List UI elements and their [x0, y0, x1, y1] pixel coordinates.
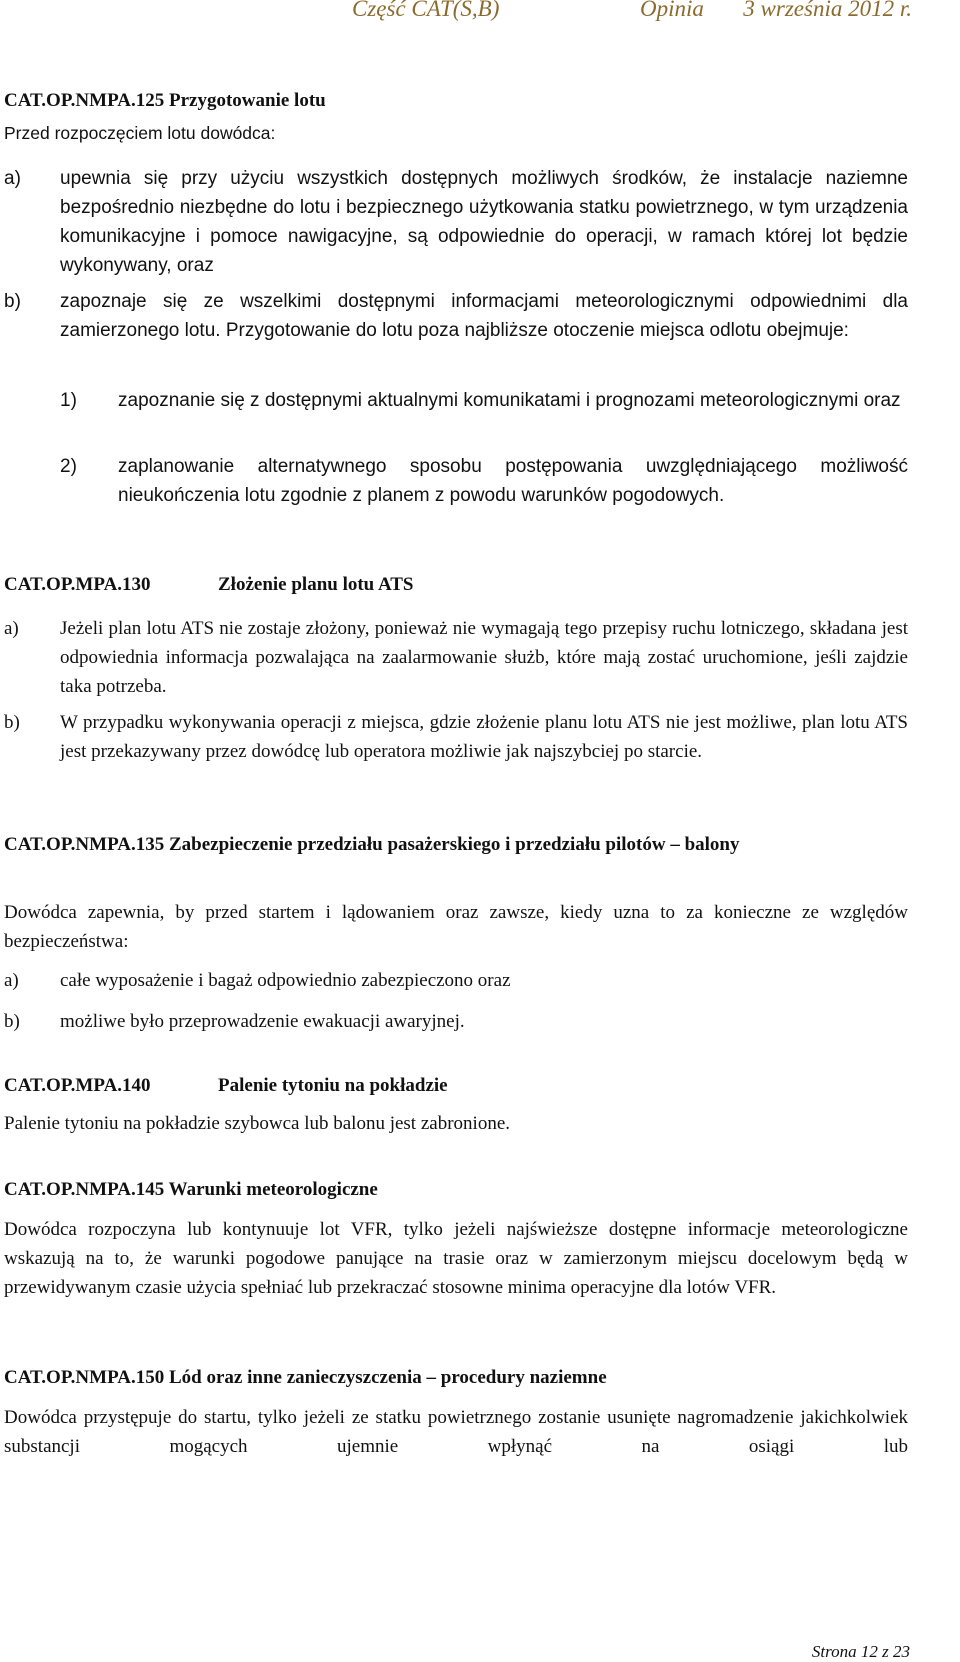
section-140-text: Palenie tytoniu na pokładzie szybowca lub balonu jest zabronione. [4, 1113, 510, 1134]
item-marker: b) [4, 712, 20, 733]
item-text: zaplanowanie alternatywnego sposobu postępowania uwzględniającego możliwość nieukończenia lotu zgodnie z planem z powodu warunków pogodowych. [118, 456, 908, 506]
section-125-intro: Przed rozpoczęciem lotu dowódca: [4, 123, 276, 143]
section-130-code: CAT.OP.MPA.130 [4, 574, 151, 595]
section-140-heading [4, 1071, 908, 1100]
section-140-title: Palenie tytoniu na pokładzie [218, 1075, 448, 1096]
header-part: Część CAT(S,B) [352, 0, 500, 21]
item-text: zapoznanie się z dostępnymi aktualnymi komunikatami i prognozami meteorologicznymi oraz [118, 390, 901, 411]
item-marker: a) [4, 618, 19, 639]
item-marker: b) [4, 1011, 20, 1032]
section-125-title: CAT.OP.NMPA.125 Przygotowanie lotu [4, 90, 326, 111]
item-text: Jeżeli plan lotu ATS nie zostaje złożony, ponieważ nie wymagają tego przepisy ruchu lotniczego, składana jest odpowiednia informacja pozwalająca na zaalarmowanie służb, które mają zostać uruchomione, jeśli zajdzie taka potrzeba. [60, 618, 908, 697]
header-date: 3 września 2012 r. [743, 0, 912, 21]
item-text: zapoznaje się ze wszelkimi dostępnymi informacjami meteorologicznymi odpowiednimi dla zamierzonego lotu. Przygotowanie do lotu poza najbliższe otoczenie miejsca odlotu obejmuje: [60, 291, 908, 341]
item-text: całe wyposażenie i bagaż odpowiednio zabezpieczono oraz [60, 970, 511, 991]
item-text: możliwe było przeprowadzenie ewakuacji awaryjnej. [60, 1011, 465, 1032]
page-header [0, 0, 960, 24]
section-130-heading [4, 570, 908, 599]
page-number: Strona 12 z 23 [811, 1642, 910, 1661]
header-status: Opinia [640, 0, 704, 21]
section-150-text: Dowódca przystępuje do startu, tylko jeżeli ze statku powietrznego zostanie usunięte nagromadzenie jakichkolwiek substancji mogących ujemnie wpłynąć na osiągi lub [4, 1407, 908, 1457]
section-135-intro: Dowódca zapewnia, by przed startem i lądowaniem oraz zawsze, kiedy uzna to za konieczne ze względów bezpieczeństwa: [4, 902, 908, 952]
item-marker: a) [4, 168, 21, 189]
item-text: W przypadku wykonywania operacji z miejsca, gdzie złożenie planu lotu ATS nie jest możliwe, plan lotu ATS jest przekazywany przez dowódcę lub operatora możliwie jak najszybciej po starcie. [60, 712, 908, 762]
section-130-title: Złożenie planu lotu ATS [218, 574, 414, 595]
section-140-code: CAT.OP.MPA.140 [4, 1075, 151, 1096]
item-marker: 2) [60, 456, 77, 477]
item-marker: 1) [60, 390, 77, 411]
section-145-title: CAT.OP.NMPA.145 Warunki meteorologiczne [4, 1179, 378, 1200]
section-135-title: CAT.OP.NMPA.135 Zabezpieczenie przedziału pasażerskiego i przedziału pilotów – balony [4, 834, 740, 855]
item-marker: b) [4, 291, 21, 312]
item-text: upewnia się przy użyciu wszystkich dostępnych możliwych środków, że instalacje naziemne bezpośrednio niezbędne do lotu i bezpiecznego użytkowania statku powietrznego, w tym urządzenia komunikacyjne i pomoce nawigacyjne, są odpowiednie do operacji, w ramach której lot będzie wykonywany, oraz [60, 168, 908, 276]
section-150-title: CAT.OP.NMPA.150 Lód oraz inne zanieczyszczenia – procedury naziemne [4, 1367, 607, 1388]
item-marker: a) [4, 970, 19, 991]
section-145-text: Dowódca rozpoczyna lub kontynuuje lot VFR, tylko jeżeli najświeższe dostępne informacje meteorologiczne wskazują na to, że warunki pogodowe panujące na trasie oraz w zamierzonym miejscu docelowym będą w przewidywanym czasie użycia spełniać lub przekraczać stosowne minima operacyjne dla lotów VFR. [4, 1219, 908, 1298]
